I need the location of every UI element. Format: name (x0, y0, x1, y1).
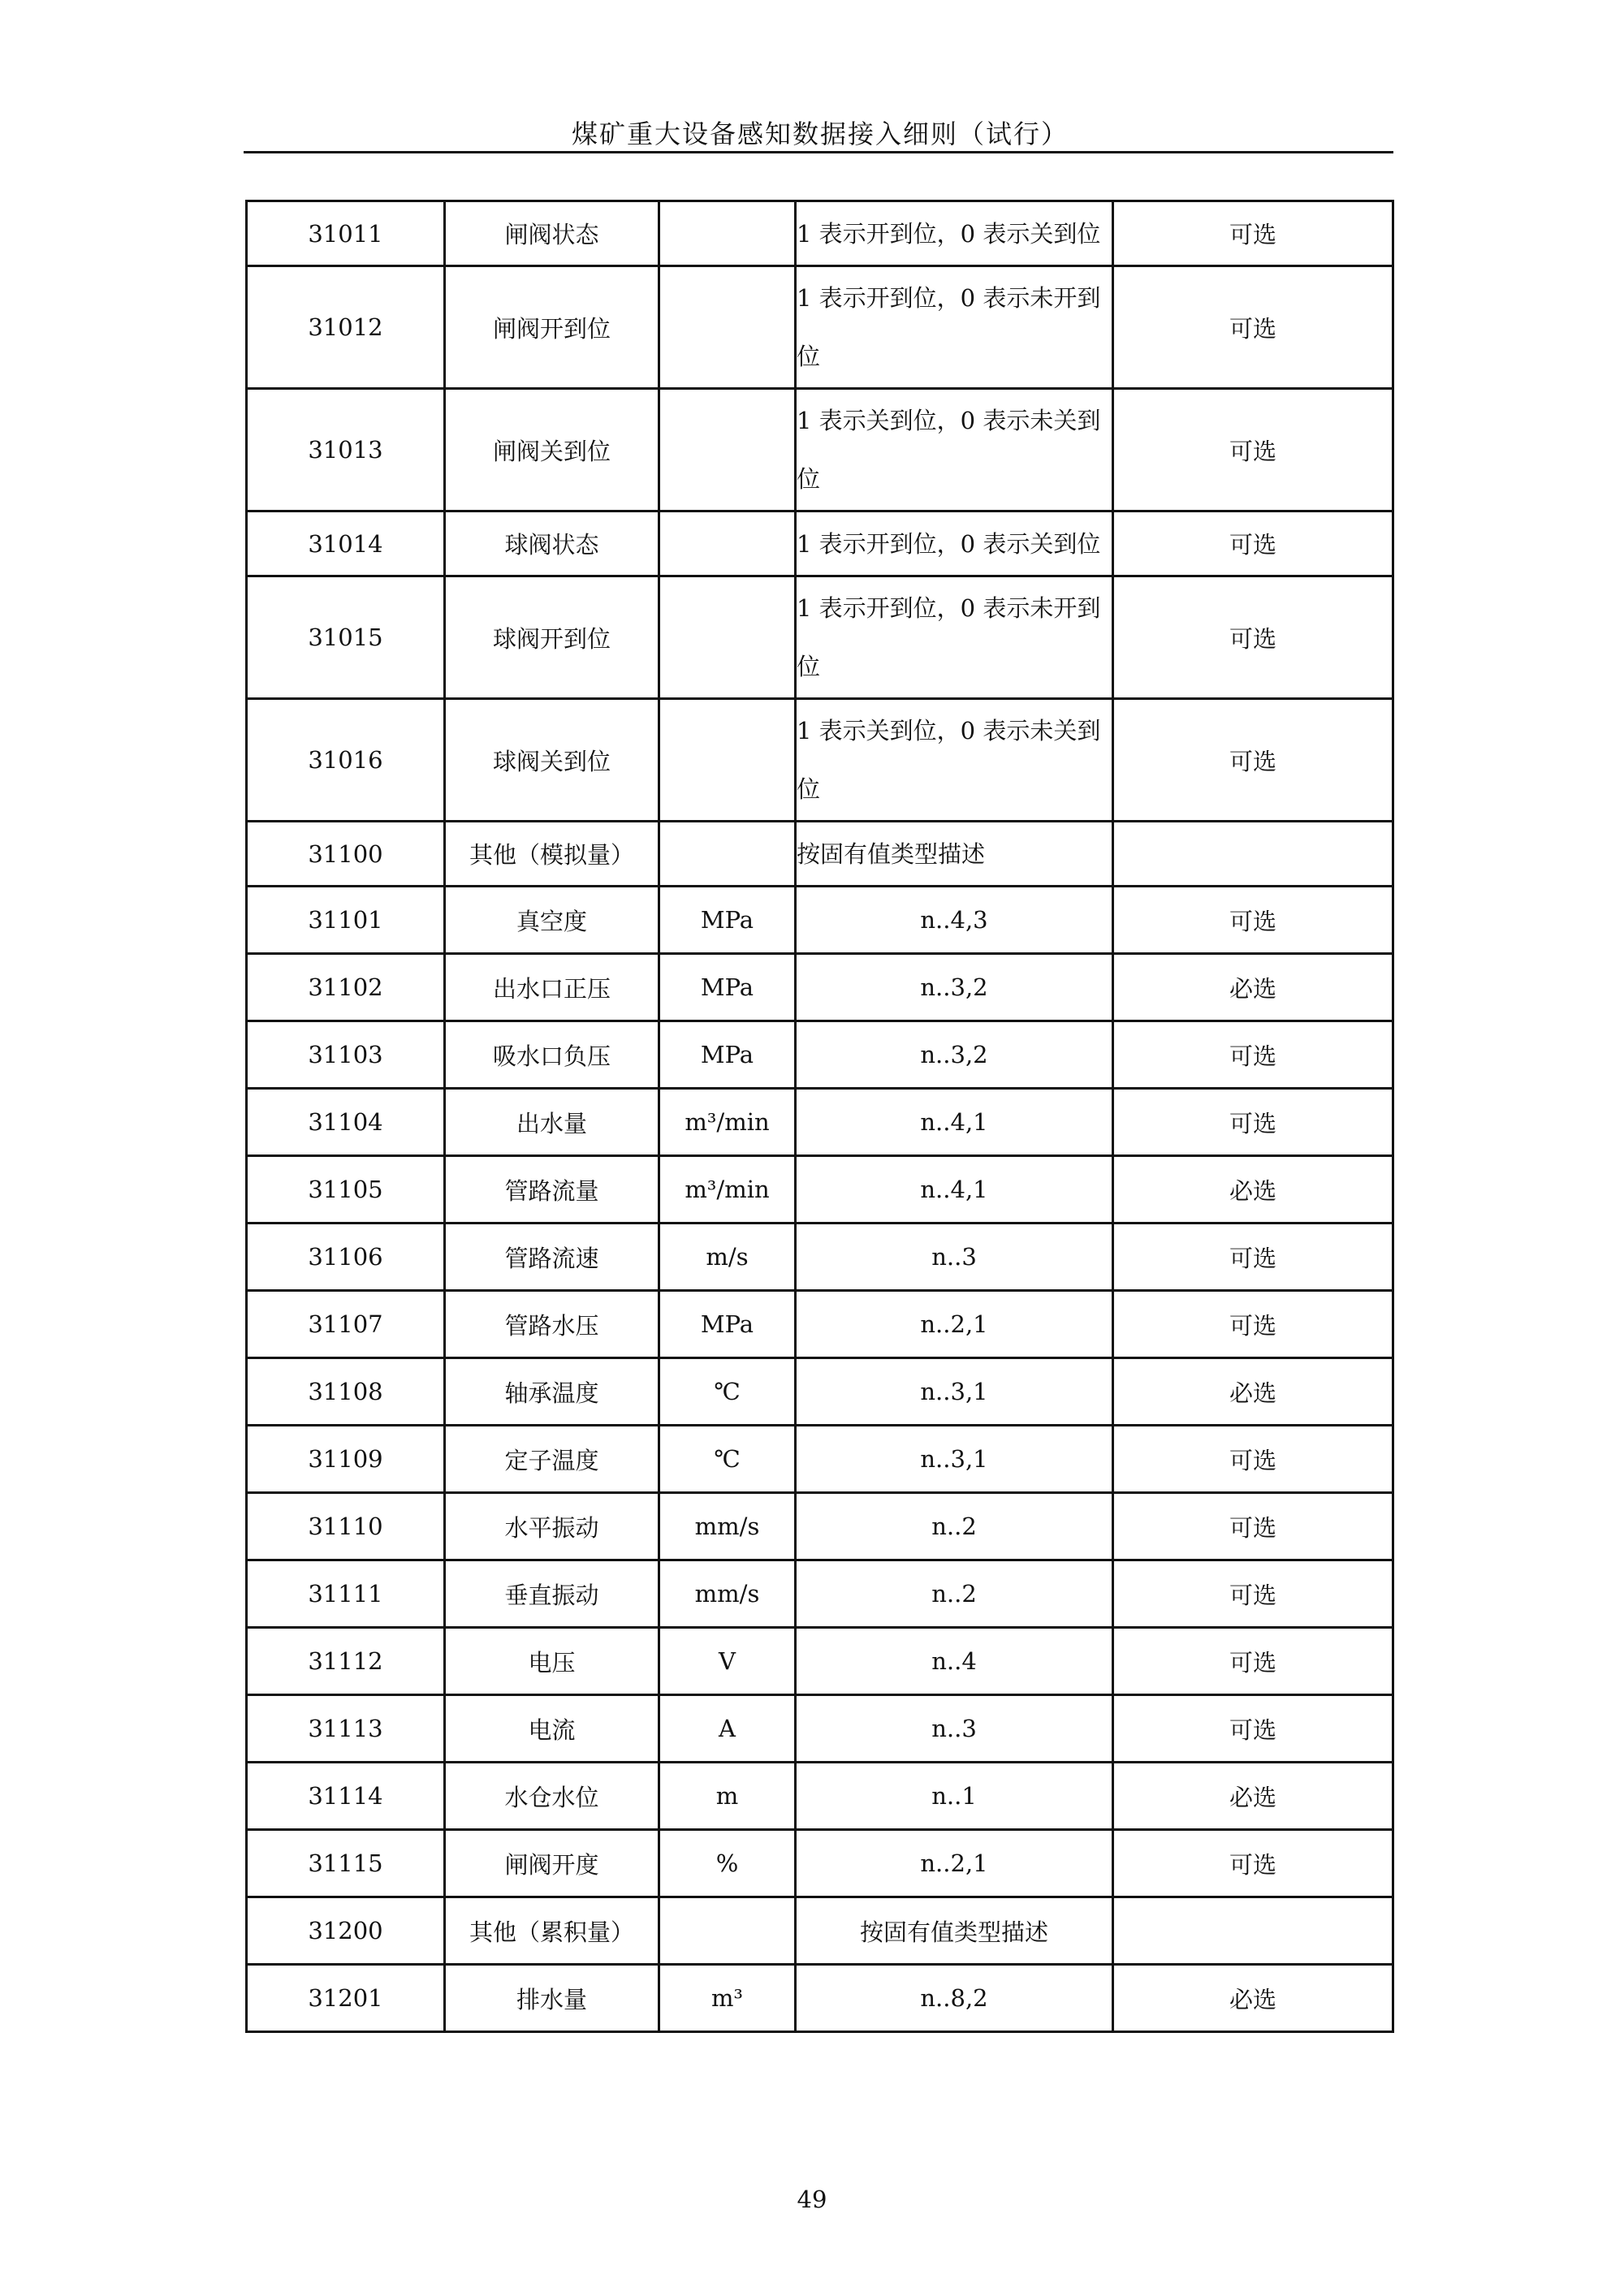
format-cell: n..3,2 (796, 1021, 1113, 1089)
code-cell: 31104 (247, 1089, 445, 1156)
name-cell: 吸水口负压 (445, 1021, 659, 1089)
code-cell: 31114 (247, 1763, 445, 1830)
code-cell: 31102 (247, 954, 445, 1021)
requirement-cell: 必选 (1113, 954, 1393, 1021)
code-cell: 31101 (247, 887, 445, 954)
requirement-cell: 必选 (1113, 1358, 1393, 1426)
unit-cell: m (659, 1763, 796, 1830)
format-cell: n..2 (796, 1560, 1113, 1628)
table-row (247, 389, 1393, 511)
page-number: 49 (797, 2186, 827, 2213)
requirement-cell: 可选 (1113, 1830, 1393, 1897)
requirement-cell: 可选 (1113, 1224, 1393, 1291)
page-header-title: 煤矿重大设备感知数据接入细则（试行） (571, 119, 1069, 149)
name-cell: 管路流量 (445, 1156, 659, 1224)
unit-cell (659, 576, 796, 699)
code-cell: 31013 (247, 389, 445, 511)
code-cell: 31115 (247, 1830, 445, 1897)
name-cell: 管路水压 (445, 1291, 659, 1358)
format-cell: n..2,1 (796, 1830, 1113, 1897)
table-row (247, 1965, 1393, 2032)
requirement-cell: 可选 (1113, 576, 1393, 699)
unit-cell: % (659, 1830, 796, 1897)
name-cell: 其他（累积量） (445, 1897, 659, 1965)
table-row (247, 1493, 1393, 1560)
requirement-cell: 可选 (1113, 389, 1393, 511)
name-cell: 电压 (445, 1628, 659, 1695)
name-cell: 闸阀状态 (445, 201, 659, 266)
format-cell: 1 表示开到位，0 表示关到位 (796, 511, 1113, 576)
code-cell: 31015 (247, 576, 445, 699)
table-row (247, 1830, 1393, 1897)
table-row (247, 1089, 1393, 1156)
name-cell: 球阀开到位 (445, 576, 659, 699)
name-cell: 水仓水位 (445, 1763, 659, 1830)
format-cell: 1 表示开到位，0 表示关到位 (796, 201, 1113, 266)
unit-cell: ℃ (659, 1358, 796, 1426)
table-row (247, 1695, 1393, 1763)
name-cell: 出水量 (445, 1089, 659, 1156)
unit-cell (659, 699, 796, 822)
name-cell: 电流 (445, 1695, 659, 1763)
table-row (247, 822, 1393, 887)
header-rule (244, 151, 1393, 153)
code-cell: 31014 (247, 511, 445, 576)
code-cell: 31108 (247, 1358, 445, 1426)
code-cell: 31105 (247, 1156, 445, 1224)
requirement-cell: 可选 (1113, 1560, 1393, 1628)
requirement-cell (1113, 822, 1393, 887)
format-cell: n..3,1 (796, 1426, 1113, 1493)
table-row (247, 1426, 1393, 1493)
code-cell: 31112 (247, 1628, 445, 1695)
unit-cell (659, 511, 796, 576)
table-row (247, 887, 1393, 954)
code-cell: 31107 (247, 1291, 445, 1358)
name-cell: 排水量 (445, 1965, 659, 2032)
code-cell: 31201 (247, 1965, 445, 2032)
requirement-cell: 可选 (1113, 1628, 1393, 1695)
format-cell: n..8,2 (796, 1965, 1113, 2032)
code-cell: 31200 (247, 1897, 445, 1965)
requirement-cell: 可选 (1113, 1089, 1393, 1156)
format-cell: 按固有值类型描述 (796, 1897, 1113, 1965)
table-row (247, 1560, 1393, 1628)
requirement-cell: 可选 (1113, 1426, 1393, 1493)
unit-cell: A (659, 1695, 796, 1763)
requirement-cell: 可选 (1113, 699, 1393, 822)
requirement-cell: 必选 (1113, 1965, 1393, 2032)
unit-cell: ℃ (659, 1426, 796, 1493)
code-cell: 31012 (247, 266, 445, 389)
code-cell: 31106 (247, 1224, 445, 1291)
format-cell: n..3,1 (796, 1358, 1113, 1426)
name-cell: 其他（模拟量） (445, 822, 659, 887)
unit-cell (659, 201, 796, 266)
format-cell: 1 表示开到位，0 表示未开到位 (796, 576, 1113, 699)
table-row (247, 576, 1393, 699)
unit-cell: MPa (659, 1291, 796, 1358)
format-cell: 按固有值类型描述 (796, 822, 1113, 887)
format-cell: n..4,3 (796, 887, 1113, 954)
table-row (247, 1628, 1393, 1695)
name-cell: 水平振动 (445, 1493, 659, 1560)
name-cell: 出水口正压 (445, 954, 659, 1021)
name-cell: 垂直振动 (445, 1560, 659, 1628)
table-row (247, 1291, 1393, 1358)
name-cell: 闸阀开度 (445, 1830, 659, 1897)
format-cell: n..4,1 (796, 1089, 1113, 1156)
requirement-cell: 必选 (1113, 1763, 1393, 1830)
unit-cell: mm/s (659, 1493, 796, 1560)
unit-cell: m³ (659, 1965, 796, 2032)
table-row (247, 1358, 1393, 1426)
requirement-cell: 可选 (1113, 1493, 1393, 1560)
name-cell: 闸阀开到位 (445, 266, 659, 389)
requirement-cell: 必选 (1113, 1156, 1393, 1224)
table-row (247, 1224, 1393, 1291)
requirement-cell: 可选 (1113, 1291, 1393, 1358)
table-row (247, 954, 1393, 1021)
unit-cell: MPa (659, 954, 796, 1021)
name-cell: 真空度 (445, 887, 659, 954)
format-cell: n..2 (796, 1493, 1113, 1560)
name-cell: 闸阀关到位 (445, 389, 659, 511)
unit-cell (659, 822, 796, 887)
table-row (247, 201, 1393, 266)
name-cell: 定子温度 (445, 1426, 659, 1493)
unit-cell (659, 1897, 796, 1965)
requirement-cell: 可选 (1113, 1021, 1393, 1089)
format-cell: n..4 (796, 1628, 1113, 1695)
unit-cell: m/s (659, 1224, 796, 1291)
unit-cell (659, 266, 796, 389)
table-row (247, 1897, 1393, 1965)
format-cell: n..1 (796, 1763, 1113, 1830)
unit-cell: V (659, 1628, 796, 1695)
format-cell: n..2,1 (796, 1291, 1113, 1358)
table-row (247, 266, 1393, 389)
code-cell: 31110 (247, 1493, 445, 1560)
requirement-cell: 可选 (1113, 266, 1393, 389)
name-cell: 球阀状态 (445, 511, 659, 576)
requirement-cell: 可选 (1113, 201, 1393, 266)
code-cell: 31103 (247, 1021, 445, 1089)
table-row (247, 511, 1393, 576)
unit-cell: mm/s (659, 1560, 796, 1628)
requirement-cell: 可选 (1113, 1695, 1393, 1763)
unit-cell: MPa (659, 1021, 796, 1089)
format-cell: n..4,1 (796, 1156, 1113, 1224)
format-cell: n..3 (796, 1695, 1113, 1763)
requirement-cell (1113, 1897, 1393, 1965)
name-cell: 球阀关到位 (445, 699, 659, 822)
unit-cell: m³/min (659, 1156, 796, 1224)
name-cell: 轴承温度 (445, 1358, 659, 1426)
unit-cell (659, 389, 796, 511)
code-cell: 31109 (247, 1426, 445, 1493)
format-cell: 1 表示关到位，0 表示未关到位 (796, 699, 1113, 822)
code-cell: 31113 (247, 1695, 445, 1763)
code-cell: 31100 (247, 822, 445, 887)
table-row (247, 1021, 1393, 1089)
data-spec-table (245, 200, 1394, 2033)
format-cell: n..3 (796, 1224, 1113, 1291)
requirement-cell: 可选 (1113, 511, 1393, 576)
table-row (247, 1156, 1393, 1224)
table-row (247, 699, 1393, 822)
format-cell: 1 表示开到位，0 表示未开到位 (796, 266, 1113, 389)
unit-cell: MPa (659, 887, 796, 954)
code-cell: 31111 (247, 1560, 445, 1628)
code-cell: 31016 (247, 699, 445, 822)
name-cell: 管路流速 (445, 1224, 659, 1291)
format-cell: 1 表示关到位，0 表示未关到位 (796, 389, 1113, 511)
requirement-cell: 可选 (1113, 887, 1393, 954)
format-cell: n..3,2 (796, 954, 1113, 1021)
code-cell: 31011 (247, 201, 445, 266)
table-row (247, 1763, 1393, 1830)
unit-cell: m³/min (659, 1089, 796, 1156)
